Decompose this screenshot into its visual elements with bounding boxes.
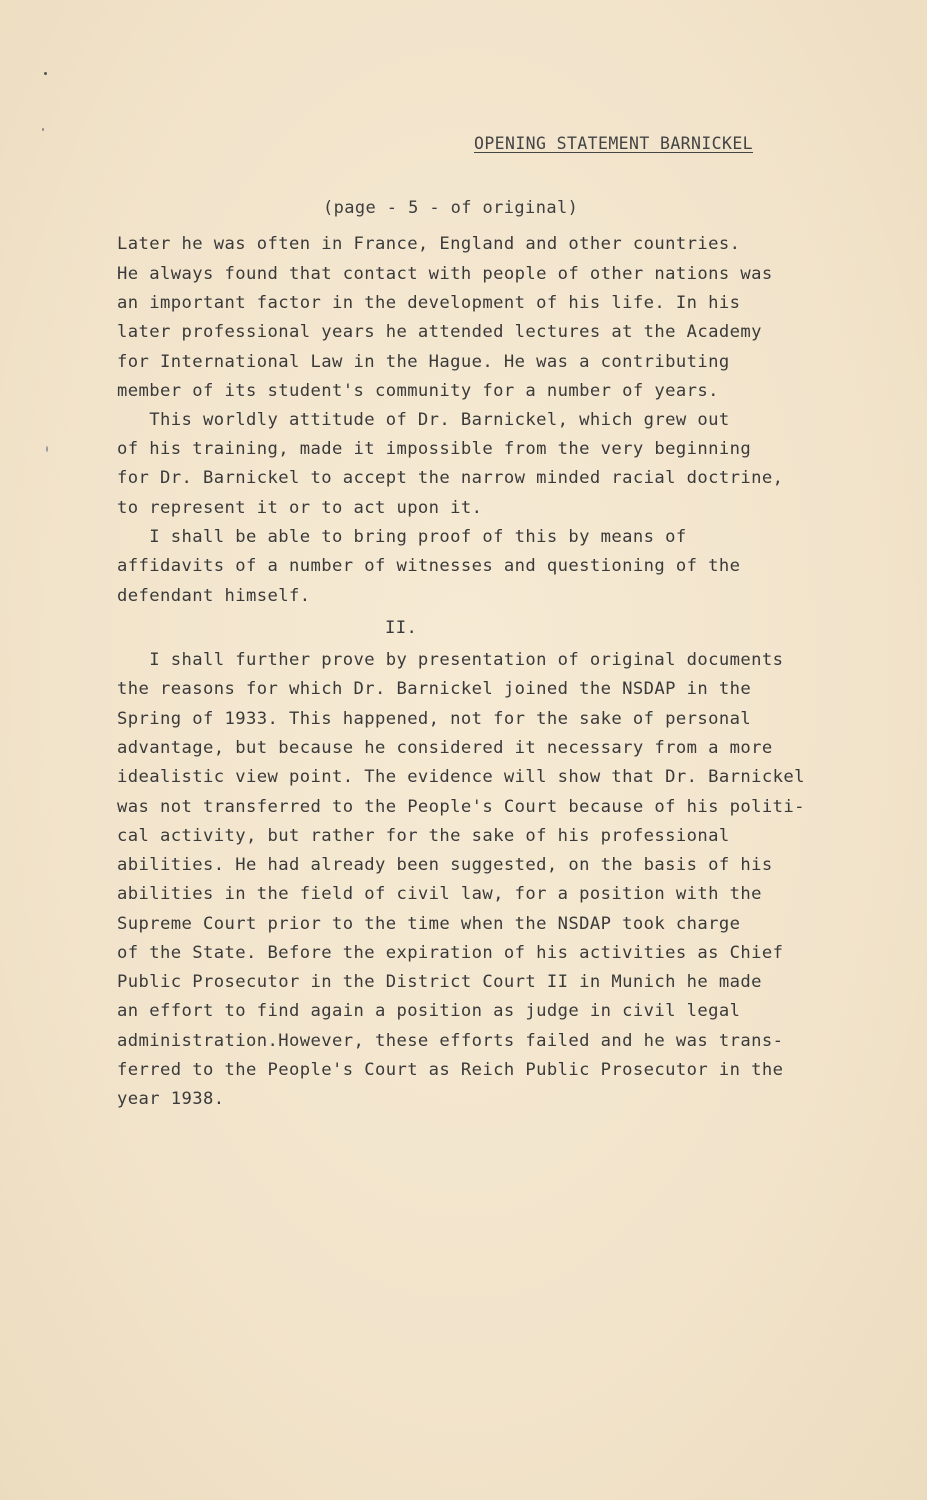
paper-speck bbox=[42, 128, 44, 131]
text-line: administration.However, these efforts failed and he was trans- bbox=[117, 1031, 784, 1051]
text-line: for International Law in the Hague. He was a contributing bbox=[117, 352, 730, 372]
paper-speck bbox=[46, 446, 48, 452]
document-header: OPENING STATEMENT BARNICKEL bbox=[474, 134, 754, 153]
text-line: Public Prosecutor in the District Court II in Munich he made bbox=[117, 972, 762, 992]
text-line: Supreme Court prior to the time when the NSDAP took charge bbox=[117, 914, 741, 934]
text-line: He always found that contact with people of other nations was bbox=[117, 264, 773, 284]
text-line: later professional years he attended lectures at the Academy bbox=[117, 322, 762, 342]
text-line: cal activity, but rather for the sake of his professional bbox=[117, 826, 730, 846]
text-line: abilities. He had already been suggested, on the basis of his bbox=[117, 855, 773, 875]
text-line: ferred to the People's Court as Reich Public Prosecutor in the bbox=[117, 1060, 784, 1080]
text-line: I shall be able to bring proof of this by means of bbox=[117, 527, 687, 547]
paper-speck bbox=[44, 72, 47, 75]
text-line: idealistic view point. The evidence will show that Dr. Barnickel bbox=[117, 767, 805, 787]
page-reference: (page - 5 - of original) bbox=[323, 198, 579, 218]
text-line: Spring of 1933. This happened, not for the sake of personal bbox=[117, 709, 752, 729]
text-line: the reasons for which Dr. Barnickel joined the NSDAP in the bbox=[117, 679, 752, 699]
text-line: defendant himself. bbox=[117, 586, 311, 606]
text-line: of the State. Before the expiration of his activities as Chief bbox=[117, 943, 784, 963]
text-line: to represent it or to act upon it. bbox=[117, 498, 483, 518]
text-line: member of its student's community for a number of years. bbox=[117, 381, 719, 401]
text-line: was not transferred to the People's Court because of his politi- bbox=[117, 797, 805, 817]
text-line: Later he was often in France, England and other countries. bbox=[117, 234, 741, 254]
text-line: an effort to find again a position as judge in civil legal bbox=[117, 1001, 741, 1021]
text-line: year 1938. bbox=[117, 1089, 225, 1109]
text-line: for Dr. Barnickel to accept the narrow minded racial doctrine, bbox=[117, 468, 784, 488]
text-line: advantage, but because he considered it necessary from a more bbox=[117, 738, 773, 758]
text-line: This worldly attitude of Dr. Barnickel, which grew out bbox=[117, 410, 730, 430]
text-line: abilities in the field of civil law, for a position with the bbox=[117, 884, 762, 904]
text-line: of his training, made it impossible from the very beginning bbox=[117, 439, 752, 459]
text-line: I shall further prove by presentation of original documents bbox=[117, 650, 784, 670]
text-line: affidavits of a number of witnesses and questioning of the bbox=[117, 556, 741, 576]
section-number: II. bbox=[385, 618, 418, 638]
text-line: an important factor in the development of his life. In his bbox=[117, 293, 741, 313]
